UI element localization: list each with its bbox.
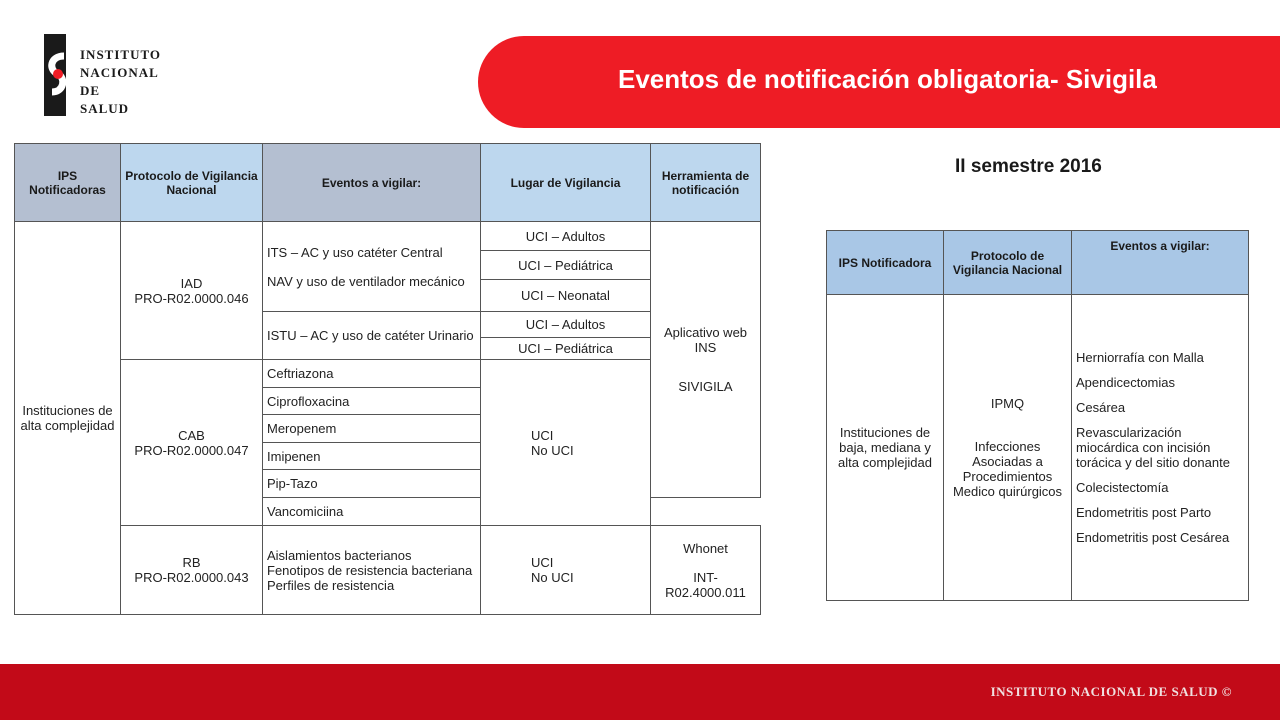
header-tool: Herramienta de notificación — [651, 144, 761, 222]
place-cell: UCI – Adultos — [481, 222, 651, 251]
surgical-events — [1072, 295, 1249, 601]
footer-text: INSTITUTO NACIONAL DE SALUD © — [990, 684, 1232, 699]
footer-band — [0, 664, 1280, 720]
institution-logo — [40, 30, 180, 120]
logo-text: INSTITUTO NACIONAL DE SALUD — [80, 47, 162, 116]
surgical-event: Herniorrafía con Malla — [1076, 350, 1204, 365]
header-events: Eventos a vigilar: — [1072, 231, 1249, 295]
events-table-high-complexity — [14, 143, 761, 615]
ins-logo-icon — [44, 34, 74, 116]
place-cell: UCI – Pediátrica — [481, 251, 651, 280]
antibiotic-event: Vancomiciina — [263, 498, 481, 526]
header-events: Eventos a vigilar: — [263, 144, 481, 222]
header-protocol: Protocolo de Vigilancia Nacional — [121, 144, 263, 222]
place-cell: UCI – Neonatal — [481, 280, 651, 312]
cab-place: UCI No UCI — [481, 360, 651, 526]
cab-protocol: CAB PRO-R02.0000.047 — [121, 360, 263, 526]
antibiotic-event: Meropenem — [263, 415, 481, 443]
iad-events: ITS – AC y uso catéter Central NAV y uso de ventilador mecánico — [263, 222, 481, 312]
antibiotic-event: Ceftriazona — [263, 360, 481, 388]
rb-place: UCI No UCI — [481, 526, 651, 615]
place-cell: UCI – Pediátrica — [481, 338, 651, 360]
ips-cell: Instituciones de alta complejidad — [15, 222, 121, 615]
tool-cell: Aplicativo web INS SIVIGILA — [651, 222, 761, 498]
antibiotic-event: Imipenen — [263, 443, 481, 470]
header-ips: IPS Notificadoras — [15, 144, 121, 222]
antibiotic-event: Ciprofloxacina — [263, 388, 481, 415]
rb-protocol: RB PRO-R02.0000.043 — [121, 526, 263, 615]
header-ips: IPS Notificadora — [827, 231, 944, 295]
istu-event: ISTU – AC y uso de catéter Urinario — [263, 312, 481, 360]
events-table-surgical — [826, 230, 1249, 601]
rb-tool: Whonet INT-R02.4000.011 — [651, 526, 761, 615]
ips-cell: Instituciones de baja, mediana y alta complejidad — [827, 295, 944, 601]
surgical-event: Colecistectomía — [1076, 480, 1169, 495]
surgical-event: Endometritis post Parto — [1076, 505, 1212, 520]
antibiotic-event: Pip-Tazo — [263, 470, 481, 498]
ipmq-protocol: IPMQ Infecciones Asociadas a Procedimientos Medico quirúrgicos — [944, 295, 1072, 601]
surgical-event: Apendicectomias — [1076, 375, 1175, 390]
page-title: Eventos de notificación obligatoria- Sivigila — [618, 64, 1157, 94]
place-cell: UCI – Adultos — [481, 312, 651, 338]
semester-label: II semestre 2016 — [955, 156, 1102, 177]
header-place: Lugar de Vigilancia — [481, 144, 651, 222]
surgical-event: Cesárea — [1076, 400, 1126, 415]
surgical-event: Endometritis post Cesárea — [1076, 530, 1230, 545]
iad-protocol: IAD PRO-R02.0000.046 — [121, 222, 263, 360]
surgical-event: Revascularización miocárdica con incisión torácica y del sitio donante — [1076, 425, 1230, 470]
rb-events: Aislamientos bacterianos Fenotipos de resistencia bacteriana Perfiles de resistencia — [263, 526, 481, 615]
header-protocol: Protocolo de Vigilancia Nacional — [944, 231, 1072, 295]
